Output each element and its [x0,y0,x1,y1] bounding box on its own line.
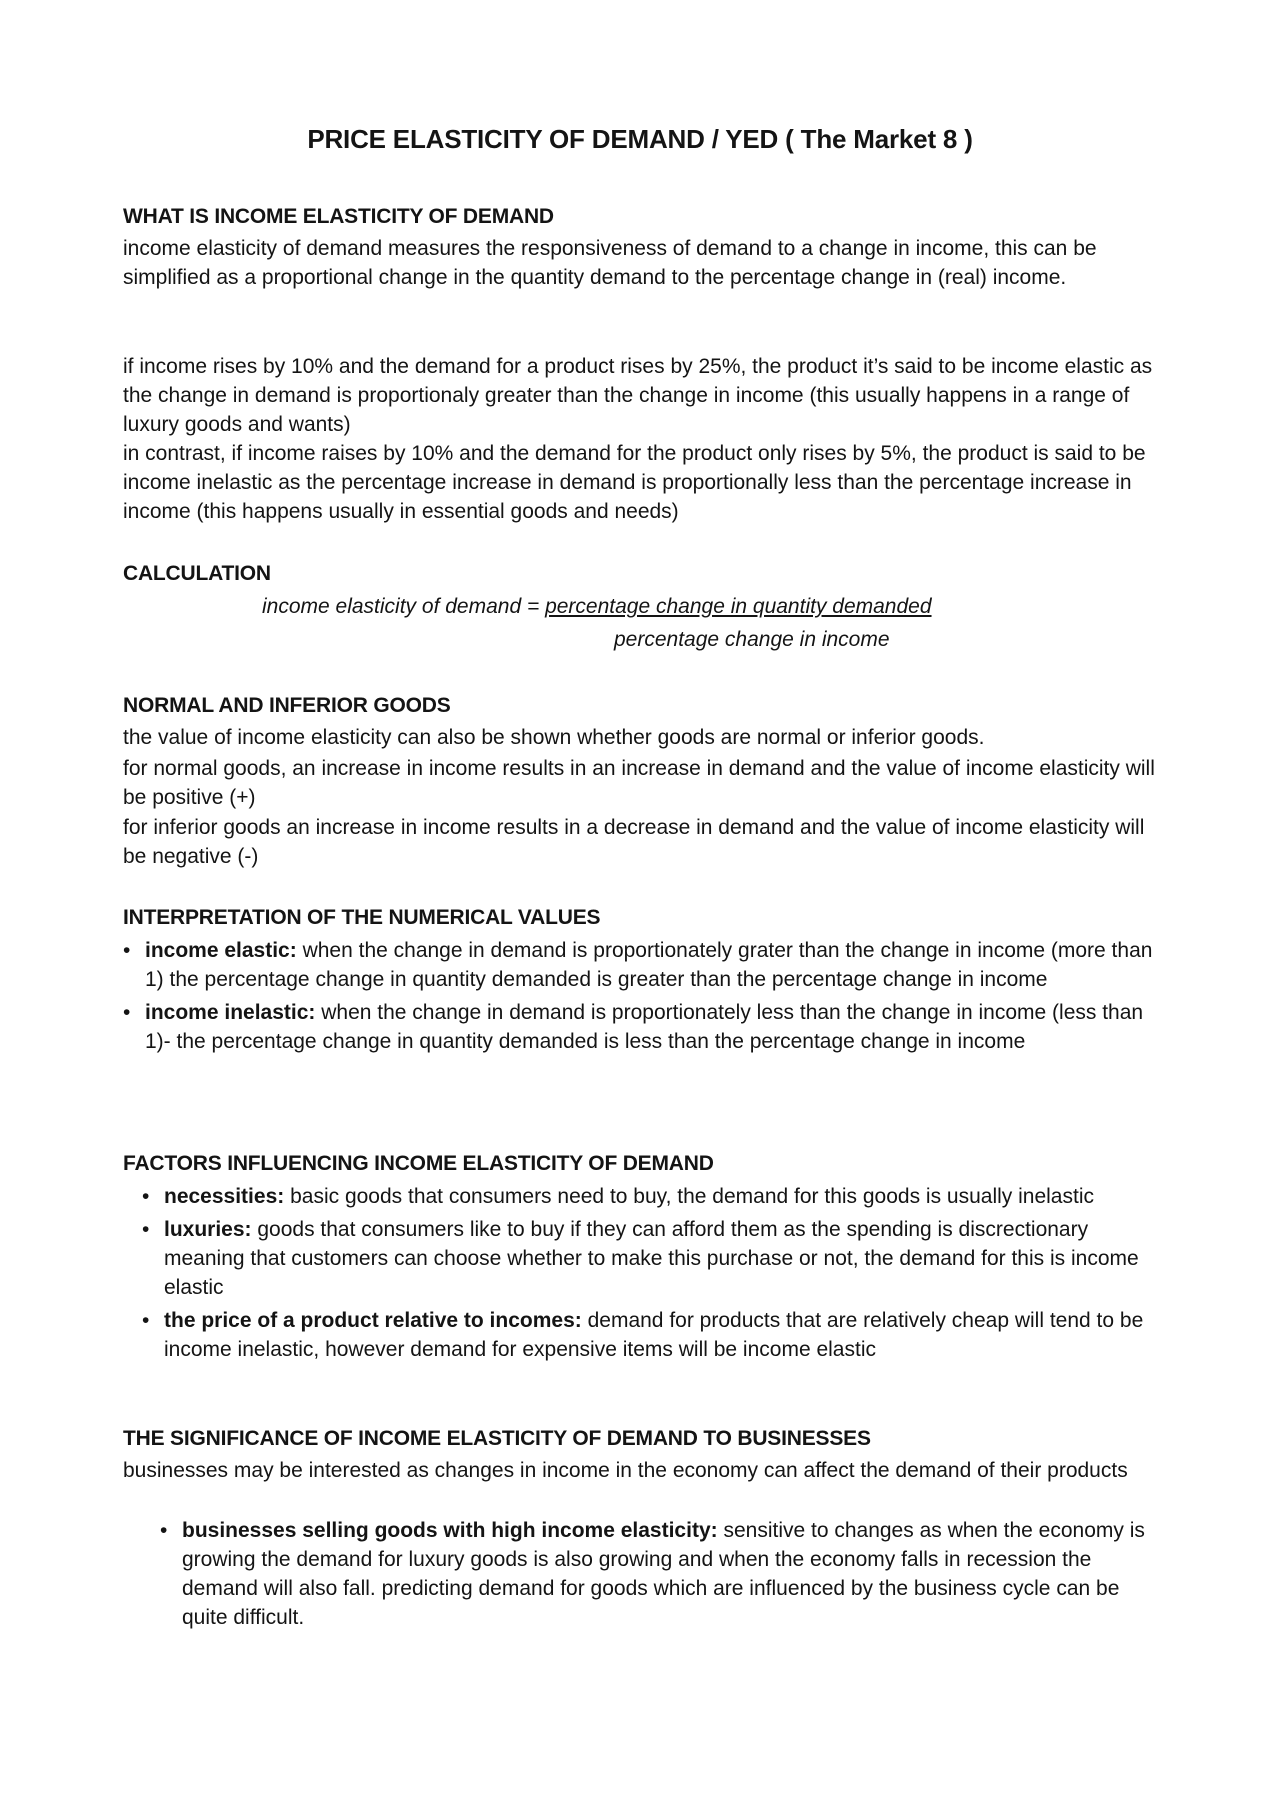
bullet-icon: • [160,1519,168,1542]
paragraph-income-elastic-example: if income rises by 10% and the demand for a product rises by 25%, the product it’s said to be income elastic as the change in demand is proportionaly greater than the change in income (this usually happens in a range of luxury goods and wants) [123,355,1153,436]
formula-denominator: percentage change in income [614,628,890,651]
paragraph-definition: income elasticity of demand measures the responsiveness of demand to a change in income, this can be simplified as a proportional change in the quantity demand to the percentage change in (real) income. [123,237,1097,289]
list-item-term: necessities: [164,1185,285,1208]
list-item-text: when the change in demand is proportionately less than the change in income (less than 1)- the percentage change in quantity demanded is less than the percentage change in income [145,1001,1144,1053]
paragraph-inferior-goods: for inferior goods an increase in income results in a decrease in demand and the value of income elasticity will be negative (-) [123,816,1145,868]
bullet-icon: • [142,1309,150,1332]
factors-list [142,1182,1172,1368]
section-heading-significance: THE SIGNIFICANCE OF INCOME ELASTICITY OF DEMAND TO BUSINESSES [123,1427,871,1450]
paragraph-significance-intro: businesses may be interested as changes in income in the economy can affect the demand of their products [123,1459,1128,1482]
list-item-term: businesses selling goods with high income elasticity: [182,1519,718,1542]
list-item-text: demand for products that are relatively cheap will tend to be income inelastic, however demand for expensive items will be income elastic [164,1309,1144,1361]
section-heading-calculation: CALCULATION [123,562,271,585]
section-heading-what-is-yed: WHAT IS INCOME ELASTICITY OF DEMAND [123,205,554,228]
list-item [142,1306,1172,1364]
paragraph-normal-inferior-intro: the value of income elasticity can also be shown whether goods are normal or inferior goods. [123,726,985,749]
interpretation-list [123,936,1163,1060]
list-item-text: when the change in demand is proportionately grater than the change in income (more than 1) the percentage change in quantity demanded is greater than the percentage change in income [145,939,1153,991]
section-heading-interpretation: INTERPRETATION OF THE NUMERICAL VALUES [123,906,601,929]
formula-lhs: income elasticity of demand = [262,595,546,618]
list-item-text: basic goods that consumers need to buy, the demand for this goods is usually inelastic [284,1185,1094,1208]
section-heading-factors: FACTORS INFLUENCING INCOME ELASTICITY OF DEMAND [123,1152,714,1175]
bullet-icon: • [123,1001,131,1024]
significance-list [160,1516,1170,1636]
list-item [123,998,1163,1056]
paragraph-normal-goods: for normal goods, an increase in income results in an increase in demand and the value of income elasticity will be positive (+) [123,757,1155,809]
bullet-icon: • [123,939,131,962]
list-item-term: the price of a product relative to incomes: [164,1309,582,1332]
bullet-icon: • [142,1218,150,1241]
list-item [142,1182,1172,1211]
list-item-text: sensitive to changes as when the economy is growing the demand for luxury goods is also growing and when the economy falls in recession the demand will also fall. predicting demand for goods which are influenced by the business cycle can be quite difficult. [182,1519,1145,1629]
formula-numerator: percentage change in quantity demanded [545,595,932,618]
list-item-term: income elastic: [145,939,297,962]
formula-line [262,595,932,619]
paragraph-income-inelastic-example: in contrast, if income raises by 10% and the demand for the product only rises by 5%, the product is said to be income inelastic as the percentage increase in demand is proportionally less than the percentage increase in income (this happens usually in essential goods and needs) [123,442,1146,523]
list-item-text: goods that consumers like to buy if they can afford them as the spending is discrectionary meaning that customers can choose whether to make this purchase or not, the demand for this is income elastic [164,1218,1139,1299]
bullet-icon: • [142,1185,150,1208]
list-item [160,1516,1170,1632]
list-item-term: luxuries: [164,1218,252,1241]
section-heading-normal-inferior: NORMAL AND INFERIOR GOODS [123,694,451,717]
page-title: PRICE ELASTICITY OF DEMAND / YED ( The Market 8 ) [307,124,973,154]
list-item-term: income inelastic: [145,1001,316,1024]
list-item [142,1215,1172,1302]
list-item [123,936,1163,994]
